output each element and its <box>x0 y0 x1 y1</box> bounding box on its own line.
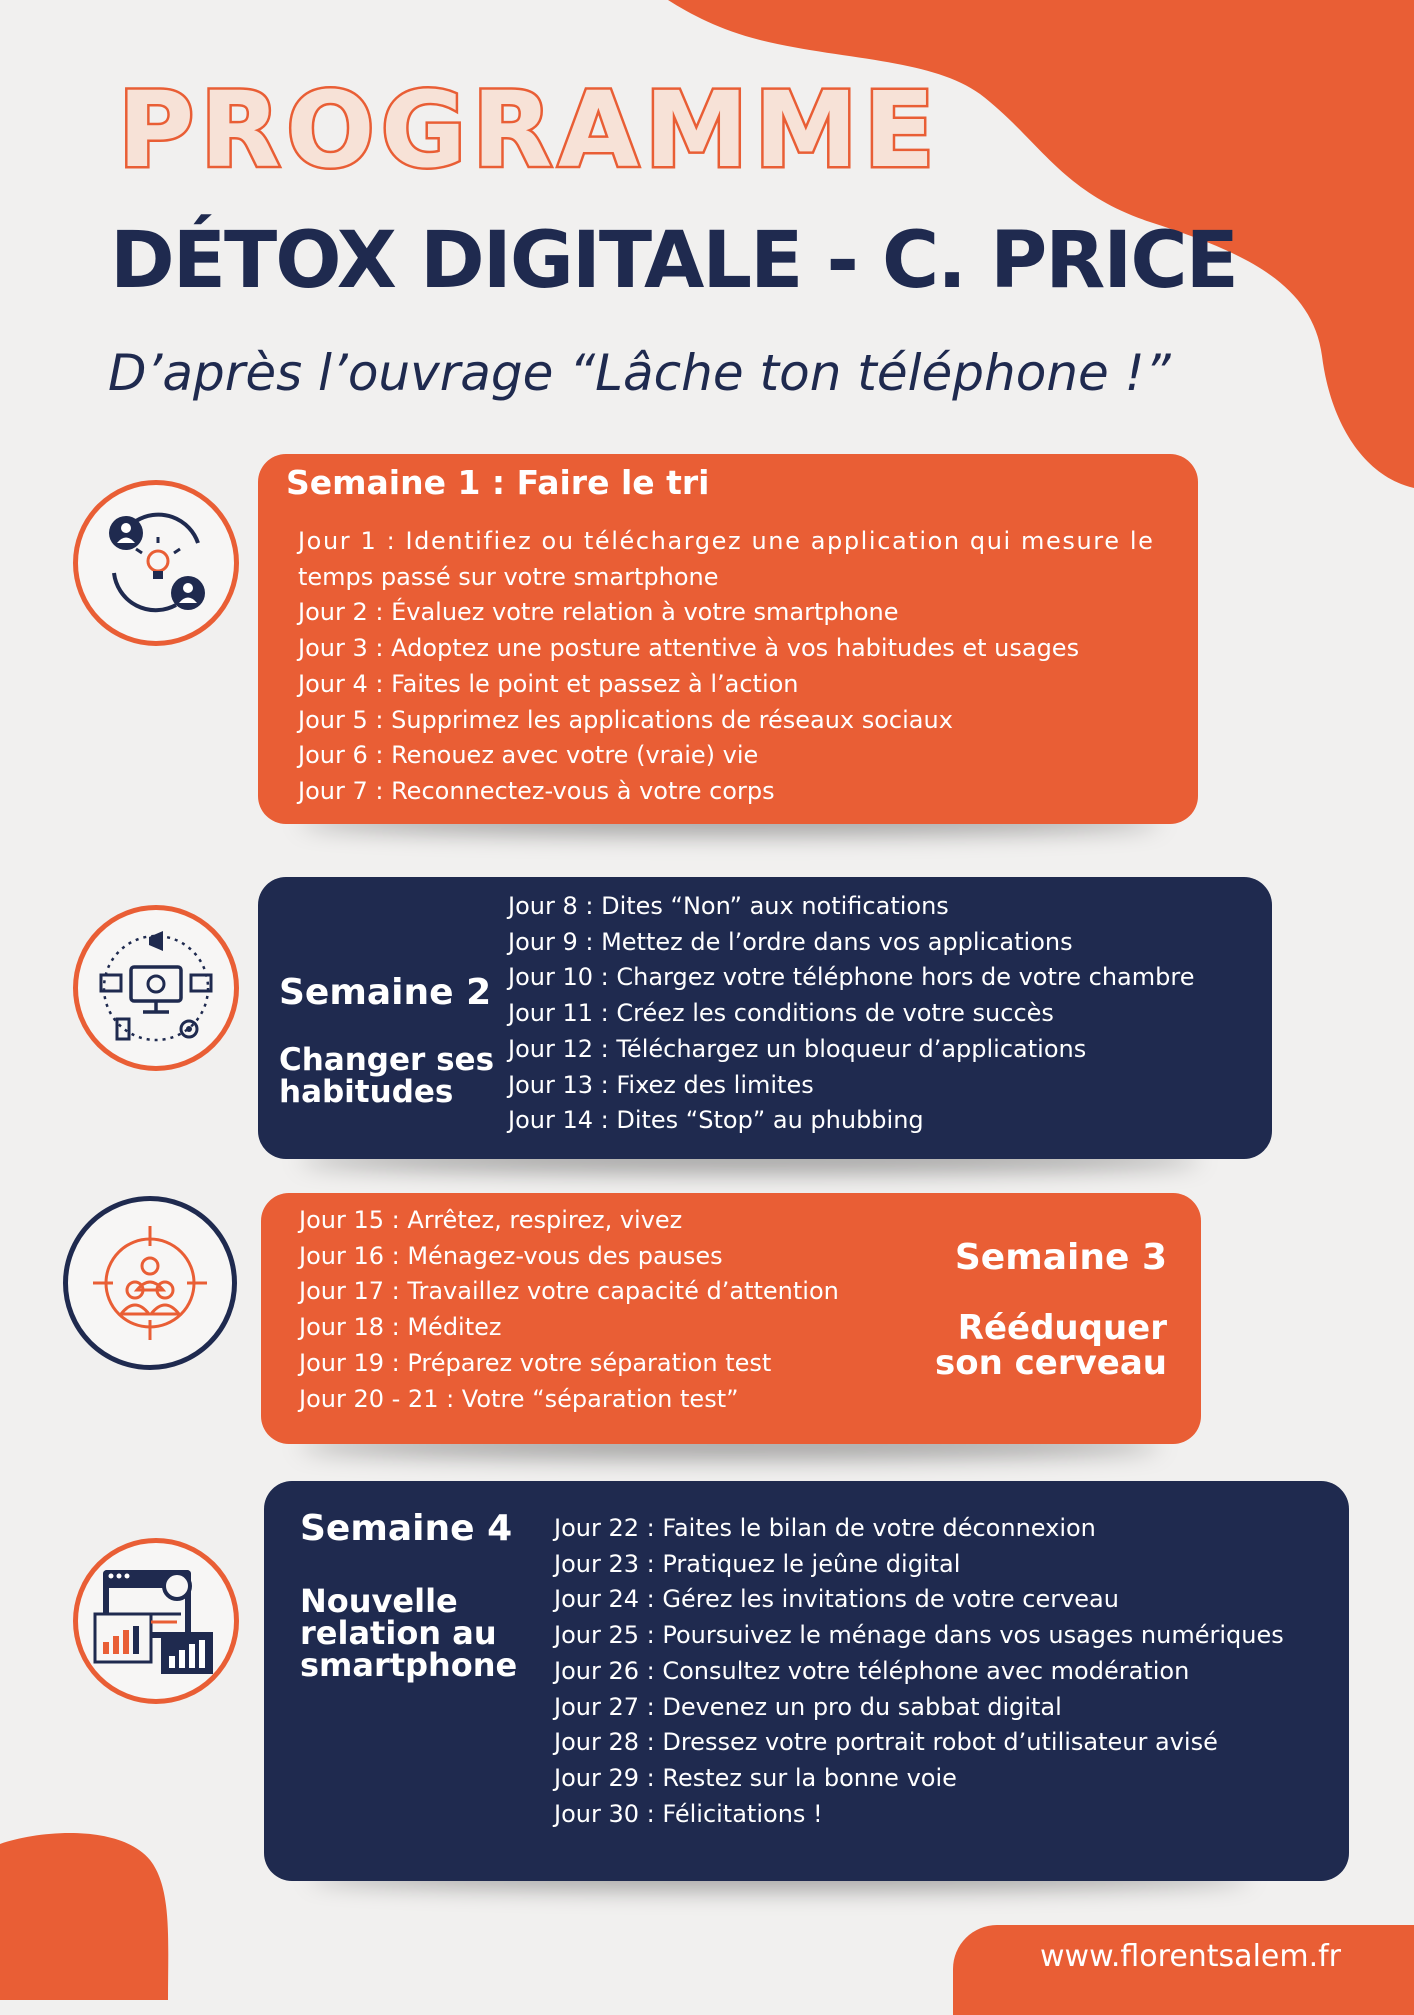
day-item: Jour 16 : Ménagez-vous des pauses <box>299 1241 723 1270</box>
day-item: Jour 12 : Téléchargez un bloqueur d’applications <box>508 1034 1087 1063</box>
page-title: DÉTOX DIGITALE - C. PRICE <box>110 216 1237 306</box>
day-item: Jour 10 : Chargez votre téléphone hors de votre chambre <box>508 963 1195 992</box>
week1-card <box>258 454 1198 824</box>
day-item: Jour 19 : Préparez votre séparation test <box>299 1348 772 1377</box>
day-item: Jour 26 : Consultez votre téléphone avec modération <box>554 1656 1190 1685</box>
week3-icon-circle <box>63 1196 237 1370</box>
day-item: Jour 24 : Gérez les invitations de votre cerveau <box>554 1585 1119 1614</box>
day-item: Jour 5 : Supprimez les applications de réseaux sociaux <box>298 705 953 734</box>
week2-icon-circle <box>73 905 239 1071</box>
bottom-left-blob <box>0 1830 180 2000</box>
analytics-dashboard-icon <box>91 1556 221 1686</box>
day-item: Jour 18 : Méditez <box>299 1313 502 1342</box>
week1-icon-circle <box>73 480 239 646</box>
day-item: Jour 2 : Évaluez votre relation à votre smartphone <box>298 598 899 627</box>
week4-subheading-line1: Nouvelle <box>300 1582 458 1620</box>
week3-heading: Semaine 3 <box>954 1237 1167 1278</box>
day-item: temps passé sur votre smartphone <box>298 562 719 591</box>
day-item: Jour 20 - 21 : Votre “séparation test” <box>299 1384 739 1413</box>
day-item: Jour 30 : Félicitations ! <box>554 1799 823 1828</box>
week4-subheading-line2: relation au <box>300 1614 497 1652</box>
day-item: Jour 1 : Identifiez ou téléchargez une application qui mesure le <box>298 527 1155 555</box>
day-item: Jour 8 : Dites “Non” aux notifications <box>508 892 949 920</box>
day-item: Jour 6 : Renouez avec votre (vraie) vie <box>298 741 759 770</box>
target-audience-icon <box>85 1218 215 1348</box>
day-item: Jour 7 : Reconnectez-vous à votre corps <box>298 776 775 805</box>
week2-subheading-line1: Changer ses <box>279 1042 495 1078</box>
programme-heading: PROGRAMME <box>118 69 941 191</box>
week2-card <box>258 877 1272 1159</box>
day-item: Jour 25 : Poursuivez le ménage dans vos usages numériques <box>554 1621 1284 1650</box>
website-link[interactable]: www.florentsalem.fr <box>1040 1939 1342 1974</box>
day-item: Jour 11 : Créez les conditions de votre succès <box>508 999 1054 1028</box>
week3-card <box>261 1193 1201 1444</box>
day-item: Jour 27 : Devenez un pro du sabbat digital <box>554 1692 1062 1721</box>
day-item: Jour 28 : Dressez votre portrait robot d’utilisateur avisé <box>554 1728 1218 1757</box>
day-item: Jour 29 : Restez sur la bonne voie <box>554 1763 957 1792</box>
week4-icon-circle <box>73 1538 239 1704</box>
subtitle: D’après l’ouvrage “Lâche ton téléphone !” <box>108 344 1171 402</box>
day-item: Jour 13 : Fixez des limites <box>508 1070 814 1099</box>
digital-marketing-icon <box>91 923 221 1053</box>
week3-days <box>299 1203 839 1417</box>
week2-heading: Semaine 2 <box>279 972 492 1013</box>
week1-days <box>298 524 1154 810</box>
week3-subheading-line1: Rééduquer <box>957 1308 1167 1348</box>
week4-card <box>264 1481 1349 1881</box>
week4-heading: Semaine 4 <box>300 1508 513 1549</box>
idea-team-icon <box>96 503 216 623</box>
week2-subheading-line2: habitudes <box>279 1074 454 1110</box>
week4-days <box>554 1511 1284 1832</box>
day-item: Jour 9 : Mettez de l’ordre dans vos applications <box>508 927 1073 956</box>
day-item: Jour 14 : Dites “Stop” au phubbing <box>508 1106 924 1135</box>
week4-subheading-line3: smartphone <box>300 1646 518 1684</box>
day-item: Jour 3 : Adoptez une posture attentive à vos habitudes et usages <box>298 634 1080 663</box>
day-item: Jour 15 : Arrêtez, respirez, vivez <box>299 1206 683 1234</box>
day-item: Jour 4 : Faites le point et passez à l’action <box>298 669 799 698</box>
day-item: Jour 23 : Pratiquez le jeûne digital <box>554 1549 961 1578</box>
day-item: Jour 22 : Faites le bilan de votre déconnexion <box>554 1514 1096 1542</box>
day-item: Jour 17 : Travaillez votre capacité d’attention <box>299 1277 839 1306</box>
week2-days <box>508 889 1194 1139</box>
week1-heading: Semaine 1 : Faire le tri <box>286 463 710 502</box>
week3-subheading-line2: son cerveau <box>935 1343 1167 1383</box>
